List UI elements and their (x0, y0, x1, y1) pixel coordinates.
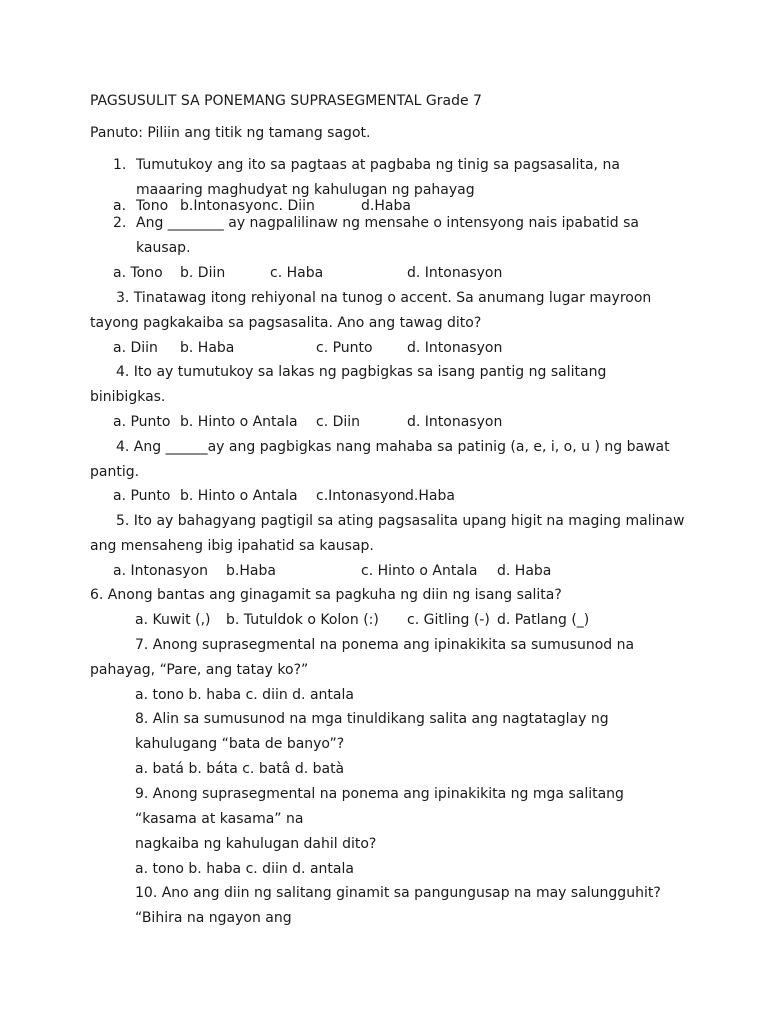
q7-line2: pahayag, “Pare, ang tatay ko?” (90, 662, 309, 678)
q3-choice-d: d. Intonasyon (407, 340, 503, 356)
q4b-choice-b: b. Hinto o Antala (180, 488, 298, 504)
q4b-line1: 4. Ang ______ay ang pagbigkas nang mahaba sa patinig (a, e, i, o, u ) ng bawat (116, 439, 670, 455)
q2-choice-b: b. Diin (180, 265, 226, 281)
q4a-choice-b: b. Hinto o Antala (180, 414, 298, 430)
q1-choice-bc: b.Intonasyonc. Diin (180, 198, 315, 214)
q4b-choice-a: a. Punto (113, 488, 171, 504)
q1-choice-a-letter: a. (113, 198, 127, 214)
q9-line2: “kasama at kasama” na (135, 811, 304, 827)
q6-choice-d: d. Patlang (_) (497, 612, 590, 628)
q5-choice-c: c. Hinto o Antala (361, 563, 478, 579)
q1-choice-a: Tono (136, 198, 169, 214)
q5-choice-a: a. Intonasyon (113, 563, 209, 579)
q2-number: 2. (113, 215, 127, 231)
q8-choices: a. batá b. báta c. batâ d. batà (135, 761, 345, 777)
q1-choice-d: d.Haba (361, 198, 411, 214)
q7-line1: 7. Anong suprasegmental na ponema ang ipinakikita sa sumusunod na (135, 637, 635, 653)
q6-line1: 6. Anong bantas ang ginagamit sa pagkuha ng diin ng isang salita? (90, 587, 562, 603)
q6-choice-a: a. Kuwit (,) (135, 612, 211, 628)
q3-line1: 3. Tinatawag itong rehiyonal na tunog o accent. Sa anumang lugar mayroon (116, 290, 652, 306)
q2-choice-c: c. Haba (270, 265, 324, 281)
q2-line1: Ang ________ ay nagpalilinaw ng mensahe o intensyong nais ipabatid sa (136, 215, 640, 231)
q7-choices: a. tono b. haba c. diin d. antala (135, 687, 354, 703)
page-title: PAGSUSULIT SA PONEMANG SUPRASEGMENTAL Grade 7 (90, 93, 482, 109)
q3-choice-b: b. Haba (180, 340, 235, 356)
q8-line1: 8. Alin sa sumusunod na mga tinuldikang salita ang nagtataglay ng (135, 711, 609, 727)
instruction: Panuto: Piliin ang titik ng tamang sagot. (90, 125, 371, 141)
q2-choice-d: d. Intonasyon (407, 265, 503, 281)
q1-line1: Tumutukoy ang ito sa pagtaas at pagbaba ng tinig sa pagsasalita, na (136, 157, 620, 173)
q2-choice-a: a. Tono (113, 265, 163, 281)
q9-line3: nagkaiba ng kahulugan dahil dito? (135, 836, 377, 852)
q6-choice-c: c. Gitling (-) (407, 612, 490, 628)
q10-line2: “Bihira na ngayon ang (135, 910, 292, 926)
q4b-line2: pantig. (90, 464, 140, 480)
q3-choice-c: c. Punto (316, 340, 373, 356)
q10-line1: 10. Ano ang diin ng salitang ginamit sa pangungusap na may salungguhit? (135, 885, 661, 901)
q2-line2: kausap. (136, 240, 191, 256)
q9-choices: a. tono b. haba c. diin d. antala (135, 861, 354, 877)
q1-number: 1. (113, 157, 127, 173)
q4b-choice-c: c.Intonasyon (316, 488, 406, 504)
q5-line2: ang mensaheng ibig ipahatid sa kausap. (90, 538, 374, 554)
q4a-choice-a: a. Punto (113, 414, 171, 430)
q4a-choice-d: d. Intonasyon (407, 414, 503, 430)
q1-line2: maaaring maghudyat ng kahulugan ng pahayag (136, 182, 475, 198)
q8-line2: kahulugang “bata de banyo”? (135, 736, 345, 752)
q4a-line1: 4. Ito ay tumutukoy sa lakas ng pagbigkas sa isang pantig ng salitang (116, 364, 607, 380)
q5-line1: 5. Ito ay bahagyang pagtigil sa ating pagsasalita upang higit na maging malinaw (116, 513, 685, 529)
q5-choice-b: b.Haba (226, 563, 276, 579)
q9-line1: 9. Anong suprasegmental na ponema ang ipinakikita ng mga salitang (135, 786, 624, 802)
q4a-choice-c: c. Diin (316, 414, 361, 430)
q4b-choice-d: d.Haba (405, 488, 455, 504)
q3-line2: tayong pagkakaiba sa pagsasalita. Ano ang tawag dito? (90, 315, 482, 331)
q4a-line2: binibigkas. (90, 389, 166, 405)
q6-choice-b: b. Tutuldok o Kolon (:) (226, 612, 379, 628)
q5-choice-d: d. Haba (497, 563, 552, 579)
q3-choice-a: a. Diin (113, 340, 158, 356)
